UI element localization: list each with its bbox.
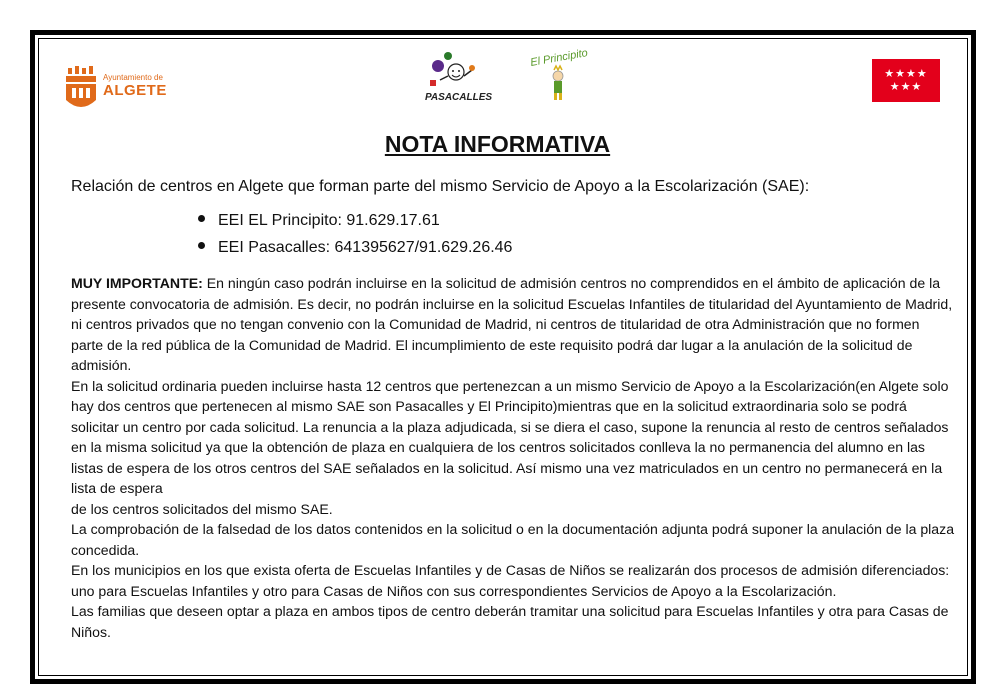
important-label: MUY IMPORTANTE:: [71, 275, 203, 291]
body-text: [71, 273, 955, 642]
paragraph: En la solicitud ordinaria pueden incluirse hasta 12 centros que pertenezcan a un mismo Servicio de Apoyo a la Escolarización(en Algete solo hay dos centros que pertenecen al mismo SAE son Pasacalles y El Principito)mientras que en la solicitud extraordinaria solo se podrá solicitar un centro por cada solicitud. La renuncia a la plaza adjudicada, si se diera el caso, supone la renuncia al resto de centros señalados en la misma solicitud ya que la obtención de plaza en cualquiera de los centros solicitados conlleva la no permanencia del alumno en las listas de espera de los otros centros del SAE señalados en la solicitud. Así mismo una vez matriculados en un centro no permanecerá en la lista de espera: [71, 377, 949, 496]
paragraph: La comprobación de la falsedad de los datos contenidos en la solicitud o en la documentación adjunta podrá suponer la anulación de la plaza concedida.: [71, 521, 955, 558]
center-text: EEI Pasacalles: 641395627/91.629.26.46: [218, 239, 513, 256]
top-margin: [0, 0, 995, 30]
intro-text: Relación de centros en Algete que forman parte del mismo Servicio de Apoyo a la Escolarización (SAE):: [71, 178, 810, 195]
list-item: [198, 239, 512, 266]
pasacalles-logo: [420, 50, 493, 106]
paragraph: de los centros solicitados del mismo SAE.: [71, 500, 333, 517]
bullet-icon: [198, 215, 205, 222]
little-prince-icon: [528, 52, 598, 104]
algete-name: ALGETE: [103, 82, 167, 99]
algete-subtitle: Ayuntamiento de: [103, 73, 163, 82]
bullet-icon: [198, 242, 205, 249]
madrid-stars-icon: ★★★★ ★★★: [884, 68, 928, 93]
madrid-flag-logo: [872, 59, 940, 102]
pasacalles-name: PASACALLES: [425, 92, 493, 103]
page-title: NOTA INFORMATIVA: [384, 131, 611, 157]
principito-logo: [528, 47, 598, 104]
important-paragraph: [71, 273, 955, 376]
paragraph-text: En ningún caso podrán incluirse en la solicitud de admisión centros no comprendidos en el ámbito de aplicación de la presente convocatoria de admisión. Es decir, no podrán incluirse en la solicitud Escuelas Infantiles de titularidad del Ayuntamiento de Madrid, ni centros privados que no tengan convenio con la Comunidad de Madrid, ni centros de titularidad de otra Administración que no formen parte de la red pública de la Comunidad de Madrid. El incumplimiento de este requisito podrá dar lugar a la anulación de la solicitud de admisión.: [71, 275, 953, 373]
paragraph: En los municipios en los que exista oferta de Escuelas Infantiles y de Casas de Niños se realizarán dos procesos de admisión diferenciados: uno para Escuelas Infantiles y otro para Casas de Niños con sus correspondientes Servicios de Apoyo a la Escolarización.: [71, 562, 950, 599]
algete-logo: [66, 66, 176, 116]
pasacalles-kids-icon: [420, 50, 490, 94]
algete-emblem-icon: [66, 66, 98, 116]
center-list: [198, 212, 512, 266]
list-item: [198, 212, 512, 239]
principito-name: El Principito: [529, 47, 589, 69]
center-text: EEI EL Principito: 91.629.17.61: [218, 212, 440, 229]
paragraph: Las familias que deseen optar a plaza en ambos tipos de centro deberán tramitar una solicitud para Escuelas Infantiles y otra para Casas de Niños.: [71, 603, 949, 640]
